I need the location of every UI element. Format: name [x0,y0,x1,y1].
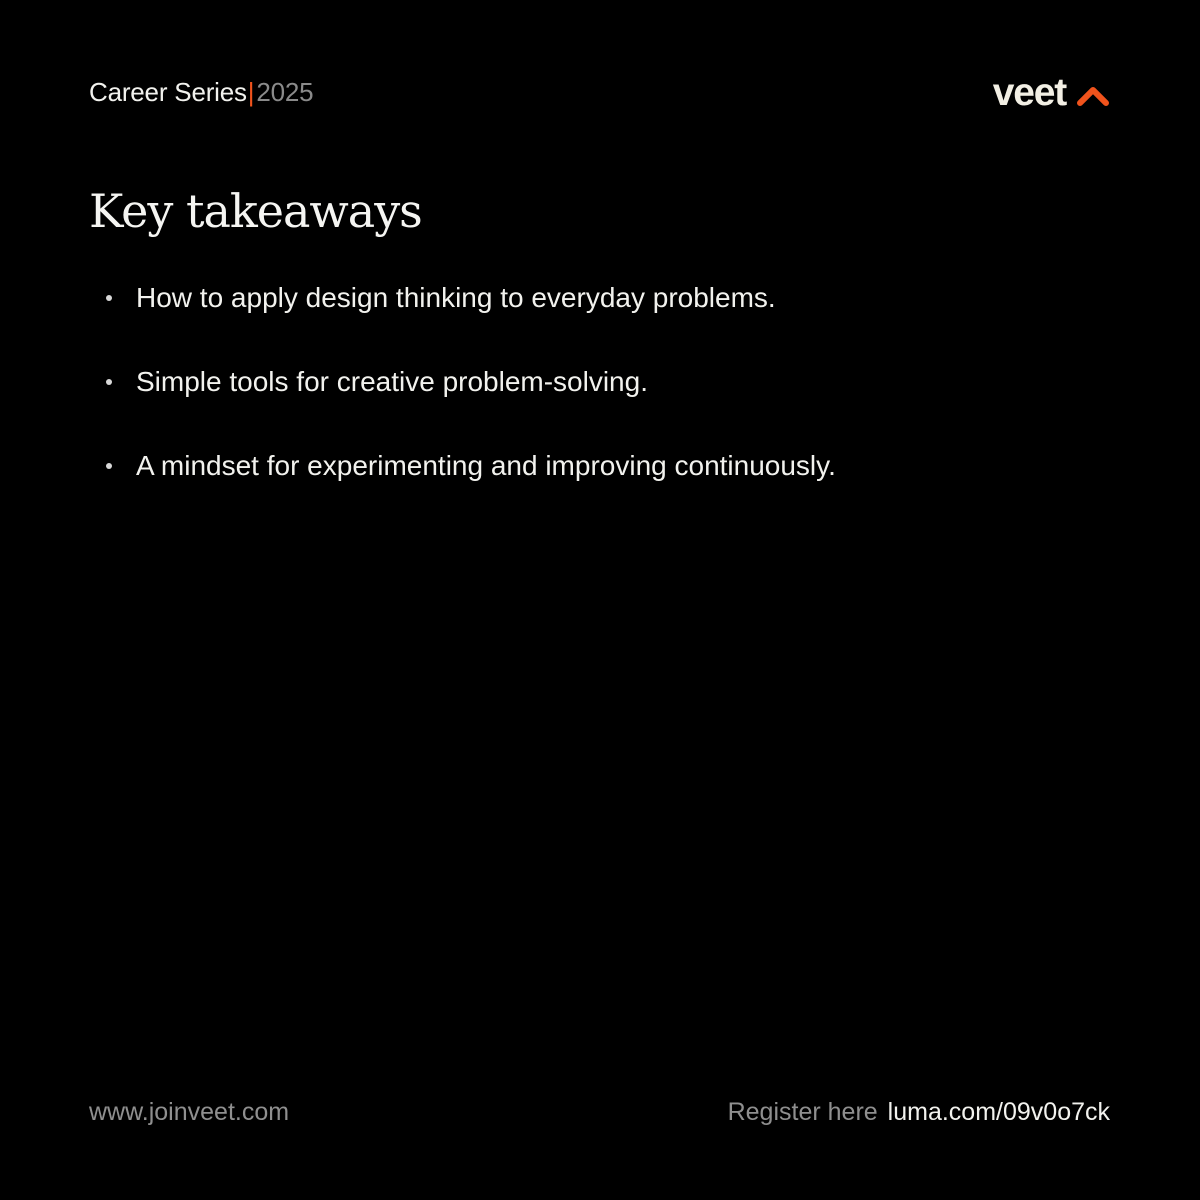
page-title: Key takeaways [89,184,422,238]
bullet-icon [106,295,112,301]
takeaway-text: How to apply design thinking to everyday problems. [136,282,776,313]
bullet-icon [106,379,112,385]
register-cta [728,1098,1110,1127]
website-link[interactable]: www.joinveet.com [89,1097,290,1126]
takeaways-list [106,280,836,532]
series-tag [89,77,313,108]
list-item [106,280,836,316]
register-label: Register here [727,1097,878,1126]
series-year: 2025 [256,76,314,107]
bullet-icon [106,463,112,469]
veet-logo [992,70,1110,114]
chevron-up-icon [1076,83,1110,107]
footer [89,1094,1110,1130]
register-link[interactable]: luma.com/09v0o7ck [887,1097,1110,1126]
list-item [106,448,836,484]
list-item [106,364,836,400]
logo-wordmark: veet [992,70,1066,114]
series-divider: | [247,76,255,107]
series-name: Career Series [89,76,247,107]
takeaway-text: A mindset for experimenting and improving continuously. [136,450,836,481]
header [89,72,1110,112]
takeaway-text: Simple tools for creative problem-solving. [136,366,648,397]
